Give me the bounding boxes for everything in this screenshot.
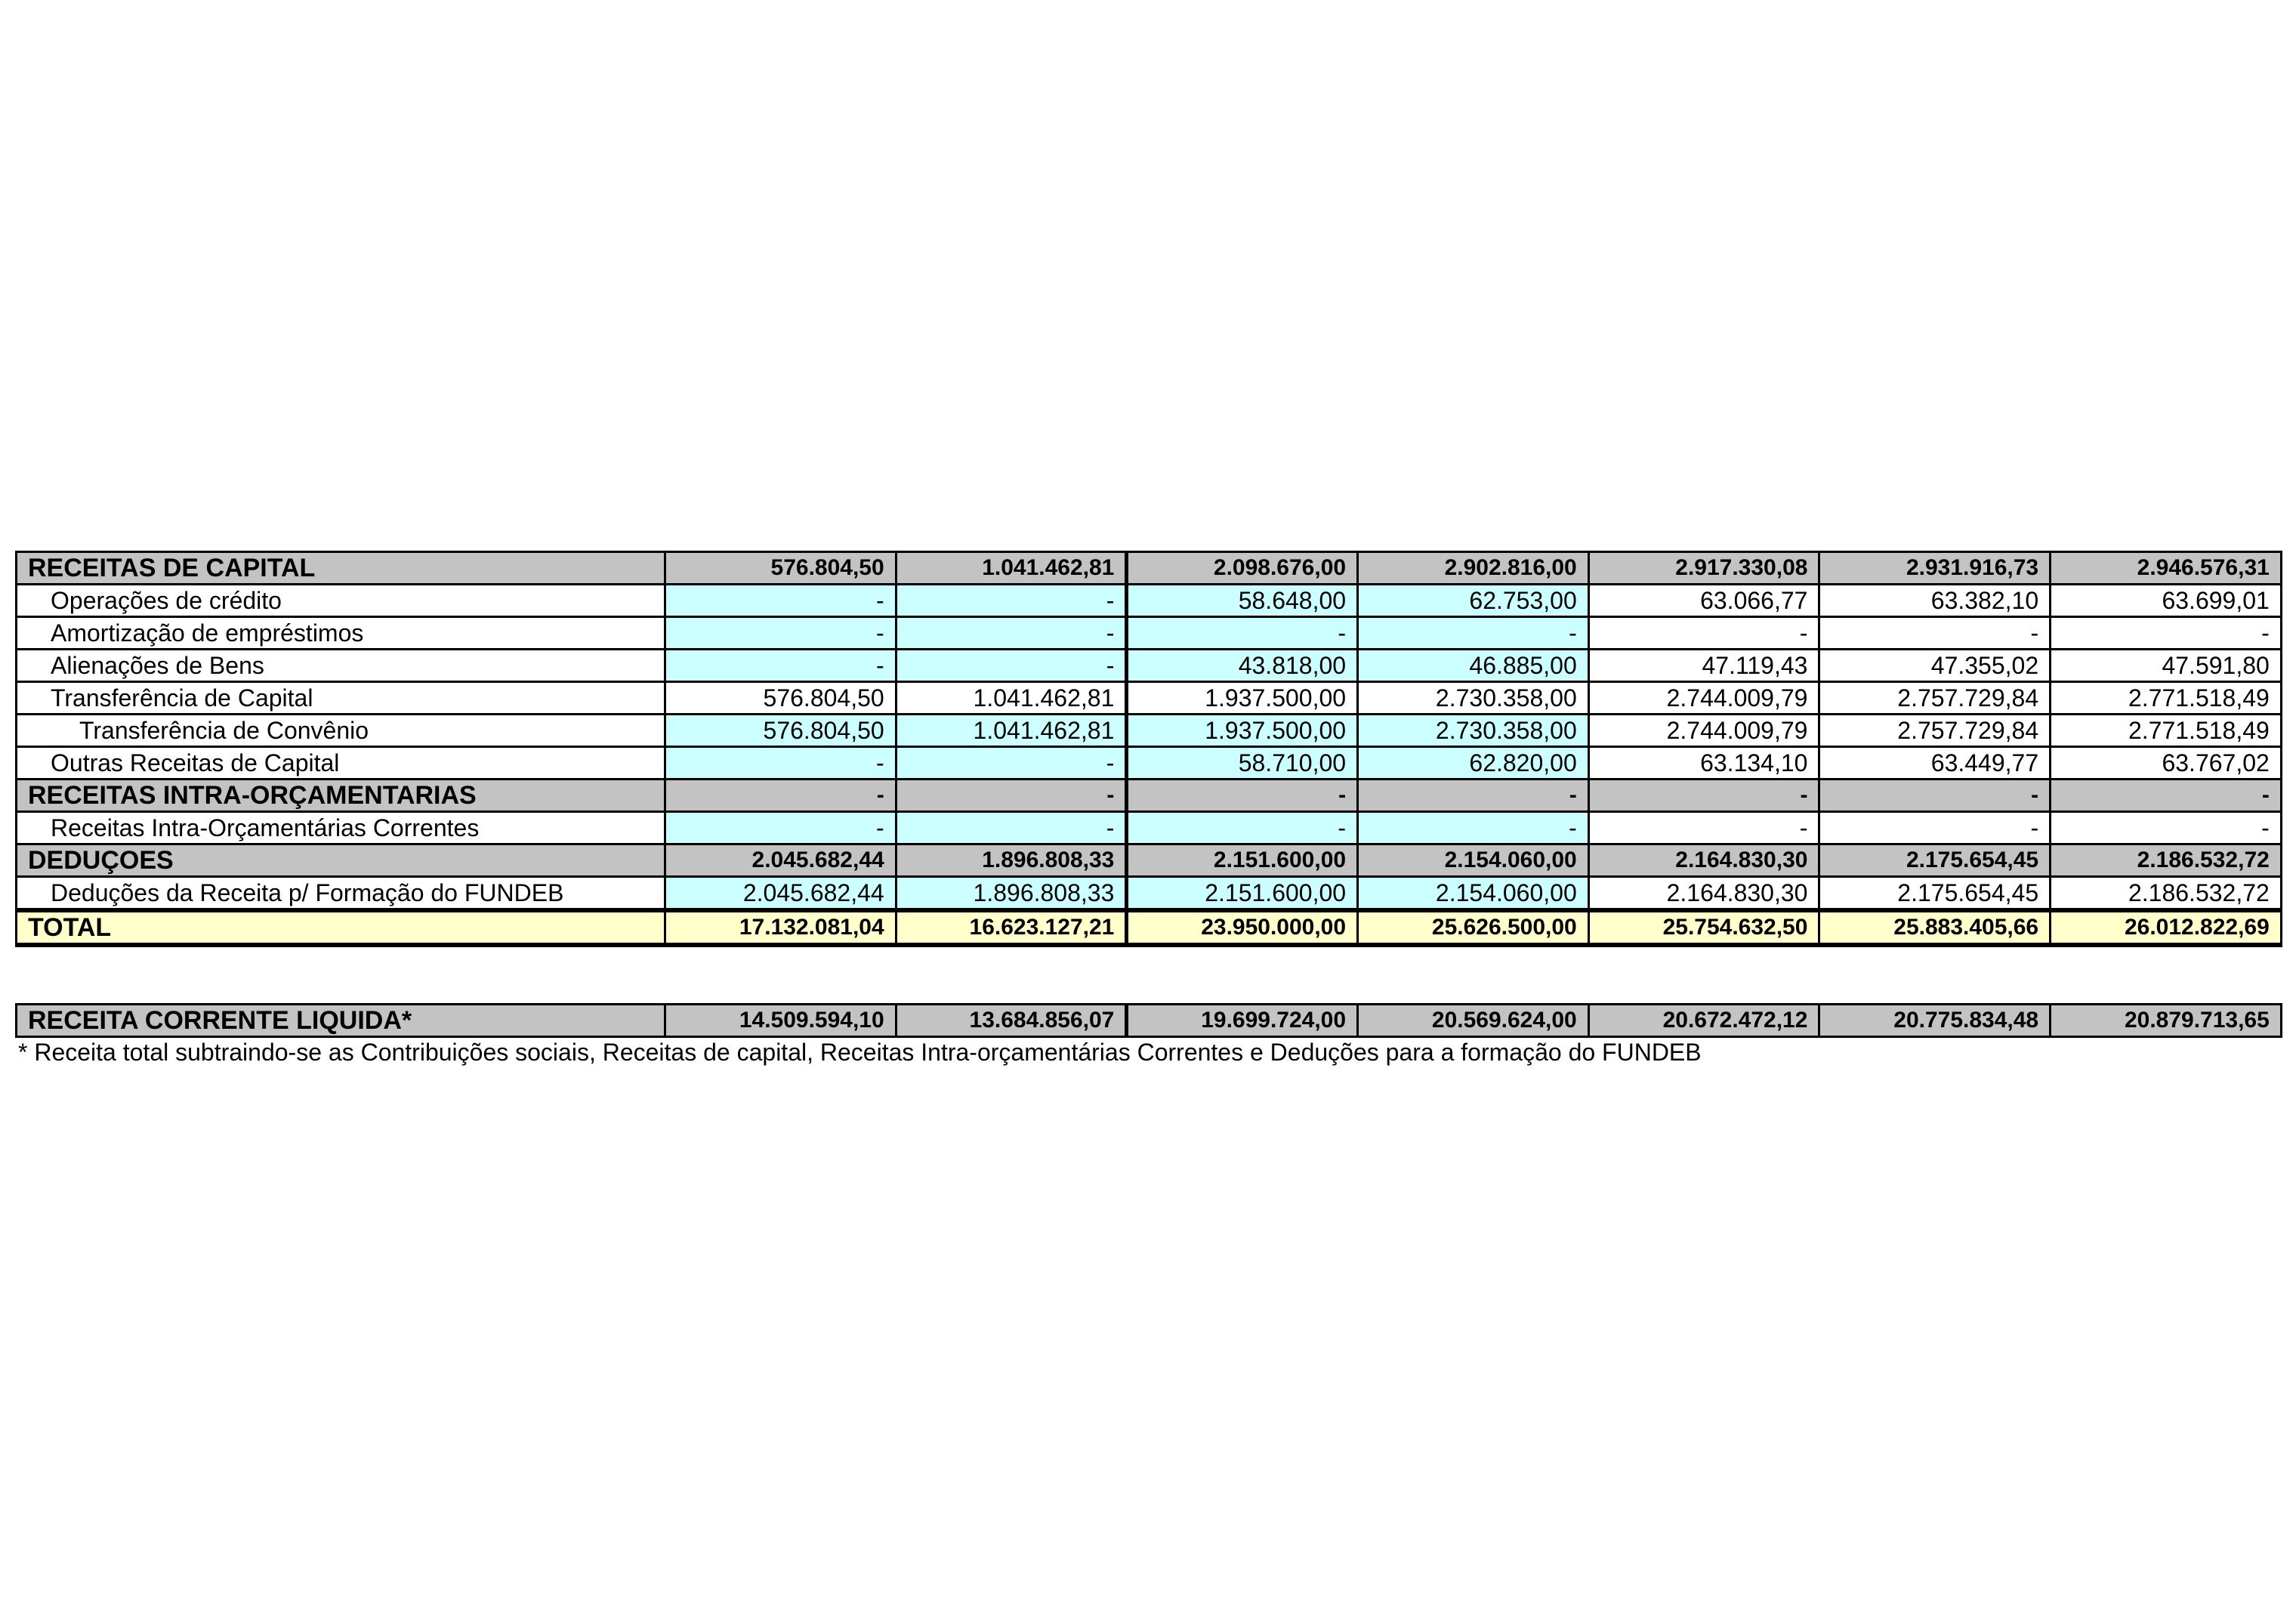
value-cell: 2.175.654,45 [1819, 844, 2051, 877]
section-header-row [17, 844, 2282, 877]
value-cell: 2.757.729,84 [1819, 682, 2051, 715]
value-cell: - [896, 812, 1127, 844]
value-cell: 2.164.830,30 [1588, 877, 1819, 911]
row-label: TOTAL [17, 910, 665, 945]
line-item-row [17, 650, 2282, 682]
value-cell: - [1819, 780, 2051, 812]
value-cell: 2.045.682,44 [665, 844, 896, 877]
value-cell: 1.041.462,81 [896, 552, 1127, 585]
footnote: * Receita total subtraindo-se as Contribuições sociais, Receitas de capital, Receitas Intra-orçamentárias Correntes e Deduções para a formação do FUNDEB [18, 1039, 1702, 1066]
value-cell: 25.754.632,50 [1588, 910, 1819, 945]
value-cell: 2.757.729,84 [1819, 715, 2051, 747]
value-cell: 2.771.518,49 [2051, 682, 2282, 715]
value-cell: - [665, 780, 896, 812]
value-cell: 17.132.081,04 [665, 910, 896, 945]
value-cell: 2.175.654,45 [1819, 877, 2051, 911]
value-cell: 2.902.816,00 [1358, 552, 1589, 585]
value-cell: 23.950.000,00 [1127, 910, 1358, 945]
value-cell: 58.710,00 [1127, 747, 1358, 780]
value-cell: 2.946.576,31 [2051, 552, 2282, 585]
value-cell: 62.820,00 [1358, 747, 1589, 780]
value-cell: 2.186.532,72 [2051, 877, 2282, 911]
row-label: RECEITAS INTRA-ORÇAMENTARIAS [17, 780, 665, 812]
value-cell: - [896, 747, 1127, 780]
value-cell: 1.896.808,33 [896, 844, 1127, 877]
row-label: Receitas Intra-Orçamentárias Correntes [17, 812, 665, 844]
value-cell: 16.623.127,21 [896, 910, 1127, 945]
value-cell: 2.730.358,00 [1358, 682, 1589, 715]
rcl-value: 20.569.624,00 [1358, 1005, 1589, 1037]
value-cell: - [896, 585, 1127, 617]
value-cell: - [665, 650, 896, 682]
line-item-row [17, 877, 2282, 911]
row-label: Amortização de empréstimos [17, 617, 665, 650]
value-cell: 63.767,02 [2051, 747, 2282, 780]
row-label: Operações de crédito [17, 585, 665, 617]
value-cell: - [1358, 812, 1589, 844]
line-item-row [17, 617, 2282, 650]
line-item-row [17, 747, 2282, 780]
value-cell: 2.164.830,30 [1588, 844, 1819, 877]
revenue-table [15, 551, 2282, 947]
value-cell: 576.804,50 [665, 552, 896, 585]
value-cell: 2.154.060,00 [1358, 877, 1589, 911]
value-cell: 2.917.330,08 [1588, 552, 1819, 585]
row-label: RECEITAS DE CAPITAL [17, 552, 665, 585]
value-cell: 1.041.462,81 [896, 715, 1127, 747]
rcl-value: 20.672.472,12 [1588, 1005, 1819, 1037]
value-cell: 47.591,80 [2051, 650, 2282, 682]
net-current-revenue-table [15, 1003, 2282, 1038]
row-label: Transferência de Capital [17, 682, 665, 715]
value-cell: 2.931.916,73 [1819, 552, 2051, 585]
value-cell: - [665, 585, 896, 617]
value-cell: 2.098.676,00 [1127, 552, 1358, 585]
section-header-row [17, 552, 2282, 585]
value-cell: 63.699,01 [2051, 585, 2282, 617]
value-cell: - [896, 650, 1127, 682]
row-label: Outras Receitas de Capital [17, 747, 665, 780]
value-cell: - [1358, 780, 1589, 812]
rcl-value: 20.775.834,48 [1819, 1005, 2051, 1037]
value-cell: - [2051, 812, 2282, 844]
value-cell: 43.818,00 [1127, 650, 1358, 682]
value-cell: 46.885,00 [1358, 650, 1589, 682]
value-cell: - [2051, 780, 2282, 812]
value-cell: - [1127, 780, 1358, 812]
value-cell: - [1127, 617, 1358, 650]
row-label: DEDUÇOES [17, 844, 665, 877]
value-cell: - [665, 747, 896, 780]
row-label: Deduções da Receita p/ Formação do FUNDEB [17, 877, 665, 911]
value-cell: 1.937.500,00 [1127, 682, 1358, 715]
rcl-value: 13.684.856,07 [896, 1005, 1127, 1037]
value-cell: 2.151.600,00 [1127, 844, 1358, 877]
section-header-row [17, 780, 2282, 812]
value-cell: 2.186.532,72 [2051, 844, 2282, 877]
value-cell: 2.151.600,00 [1127, 877, 1358, 911]
value-cell: - [1819, 812, 2051, 844]
line-item-row [17, 585, 2282, 617]
rcl-value: 14.509.594,10 [665, 1005, 896, 1037]
total-row [17, 910, 2282, 945]
value-cell: 63.449,77 [1819, 747, 2051, 780]
value-cell: - [665, 617, 896, 650]
value-cell: 1.937.500,00 [1127, 715, 1358, 747]
value-cell: - [665, 812, 896, 844]
value-cell: - [2051, 617, 2282, 650]
value-cell: 2.154.060,00 [1358, 844, 1589, 877]
line-item-row [17, 715, 2282, 747]
value-cell: - [1588, 780, 1819, 812]
value-cell: 26.012.822,69 [2051, 910, 2282, 945]
rcl-value: 20.879.713,65 [2051, 1005, 2282, 1037]
value-cell: 2.744.009,79 [1588, 715, 1819, 747]
row-label: Transferência de Convênio [17, 715, 665, 747]
row-label: Alienações de Bens [17, 650, 665, 682]
rcl-row [17, 1005, 2282, 1037]
line-item-row [17, 682, 2282, 715]
value-cell: - [1358, 617, 1589, 650]
value-cell: 47.355,02 [1819, 650, 2051, 682]
value-cell: 576.804,50 [665, 715, 896, 747]
value-cell: 576.804,50 [665, 682, 896, 715]
value-cell: 2.744.009,79 [1588, 682, 1819, 715]
value-cell: - [896, 617, 1127, 650]
value-cell: 25.626.500,00 [1358, 910, 1589, 945]
value-cell: 2.045.682,44 [665, 877, 896, 911]
value-cell: - [896, 780, 1127, 812]
value-cell: 25.883.405,66 [1819, 910, 2051, 945]
value-cell: 1.041.462,81 [896, 682, 1127, 715]
value-cell: 58.648,00 [1127, 585, 1358, 617]
value-cell: - [1588, 812, 1819, 844]
value-cell: 63.382,10 [1819, 585, 2051, 617]
value-cell: - [1819, 617, 2051, 650]
rcl-value: 19.699.724,00 [1127, 1005, 1358, 1037]
value-cell: 2.771.518,49 [2051, 715, 2282, 747]
value-cell: 62.753,00 [1358, 585, 1589, 617]
value-cell: - [1127, 812, 1358, 844]
rcl-label: RECEITA CORRENTE LIQUIDA* [17, 1005, 665, 1037]
value-cell: 63.134,10 [1588, 747, 1819, 780]
value-cell: 2.730.358,00 [1358, 715, 1589, 747]
value-cell: 63.066,77 [1588, 585, 1819, 617]
value-cell: 1.896.808,33 [896, 877, 1127, 911]
value-cell: 47.119,43 [1588, 650, 1819, 682]
value-cell: - [1588, 617, 1819, 650]
line-item-row [17, 812, 2282, 844]
